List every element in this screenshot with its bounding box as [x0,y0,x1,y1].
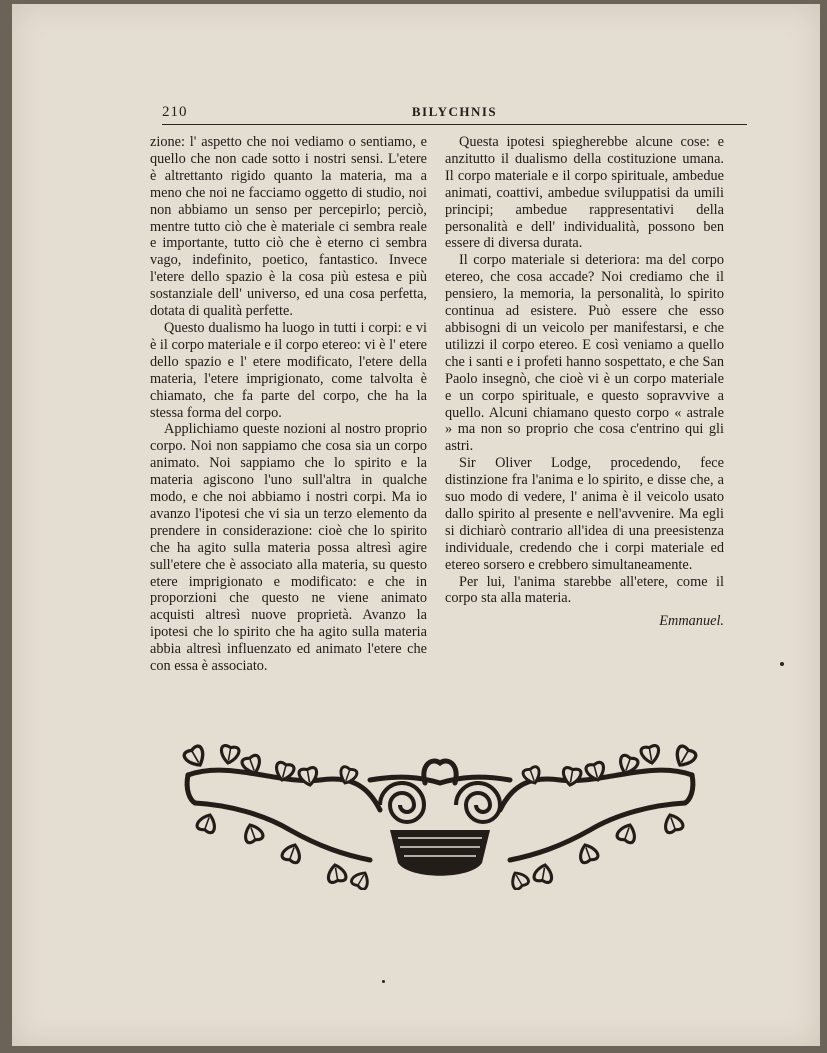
paragraph: Per lui, l'anima starebbe all'etere, come il corpo sta alla materia. [445,573,724,607]
page-number: 210 [162,104,188,120]
paragraph: zione: l' aspetto che noi vediamo o sentiamo, e quello che non cade sotto i nostri sensi. L'etere è altrettanto rigido quanto la materia, ma a meno che noi ne facciamo oggetto di studio, noi non abbiamo un senso per percepirlo; perciò, mentre tutto ciò che è materiale ci sembra reale e importante, tutto ciò che è eterno ci sembra vago, indefinito, poetico, fantastico. Invece l'etere dello spazio è la cosa più estesa e più sostanziale dell' universo, ed una cosa perfetta, dotata di qualità perfette. [150,134,427,320]
paragraph: Sir Oliver Lodge, procedendo, fece distinzione fra l'anima e lo spirito, e disse che, a suo modo di vedere, l' anima è il veicolo usato dallo spirito al presente e nell'avvenire. Ma egli si dichiarò contrario all'idea di una preesistenza individuale, credendo che i corpi materiale ed etereo sorsero e crebbero simultaneamente. [445,455,724,573]
floral-urn-ornament-icon [170,735,710,890]
running-title: BILYCHNIS [411,104,498,119]
left-column [150,134,427,675]
paragraph: Il corpo materiale si deteriora: ma del corpo etereo, che cosa accade? Noi crediamo che il pensiero, la memoria, la personalità, lo spirito continua ad esistere. Può essere che esso abbisogni di un veicolo per manifestarsi, e che utilizzi il corpo etereo. E così veniamo a quello che i santi e i profeti hanno sospettato, e che San Paolo insegnò, che cioè vi è un corpo materiale e un corpo spirituale, e questo sopravvive a quello. Alcuni chiamano questo corpo « astrale » ma non so proprio che cosa c'entrino qui gli astri. [445,252,724,455]
speck [382,980,385,983]
author-signature: Emmanuel. [659,613,724,630]
right-column [445,134,724,630]
page-header [162,102,747,125]
paragraph: Questa ipotesi spiegherebbe alcune cose: e anzitutto il dualismo della costituzione umana. Il corpo materiale e il corpo spirituale, ambedue animati, coattivi, ambedue sviluppatisi da umili principi; ambedue rappresentativi della personalità e dell' individualità, possono ben essere di diversa durata. [445,134,724,252]
paragraph: Applichiamo queste nozioni al nostro proprio corpo. Noi non sappiamo che cosa sia un corpo animato. Noi sappiamo che lo spirito e la materia agiscono l'uno sull'altra in qualche modo, e che noi abbiamo i nostri corpi. Ma io avanzo l'ipotesi che vi sia un terzo elemento da prendere in considerazione: cioè che lo spirito che ha agito sulla materia possa altresì agire sull'etere che è associato alla materia, su questo etere imprigionato e modificato: e che in proporzioni che questo ne viene animato acquisti altresì nuove proprietà. Avanzo la ipotesi che lo spirito che ha agito sulla materia abbia altresì influenzato ed animato l'etere che con essa è associato. [150,421,427,675]
speck [780,662,784,666]
paragraph: Questo dualismo ha luogo in tutti i corpi: e vi è il corpo materiale e il corpo etereo: vi è l' etere dello spazio e l' etere modificato, l'etere della materia, l'etere imprigionato, come talvolta è chiamato, che fa parte del corpo, che ha la stessa forma del corpo. [150,319,427,421]
